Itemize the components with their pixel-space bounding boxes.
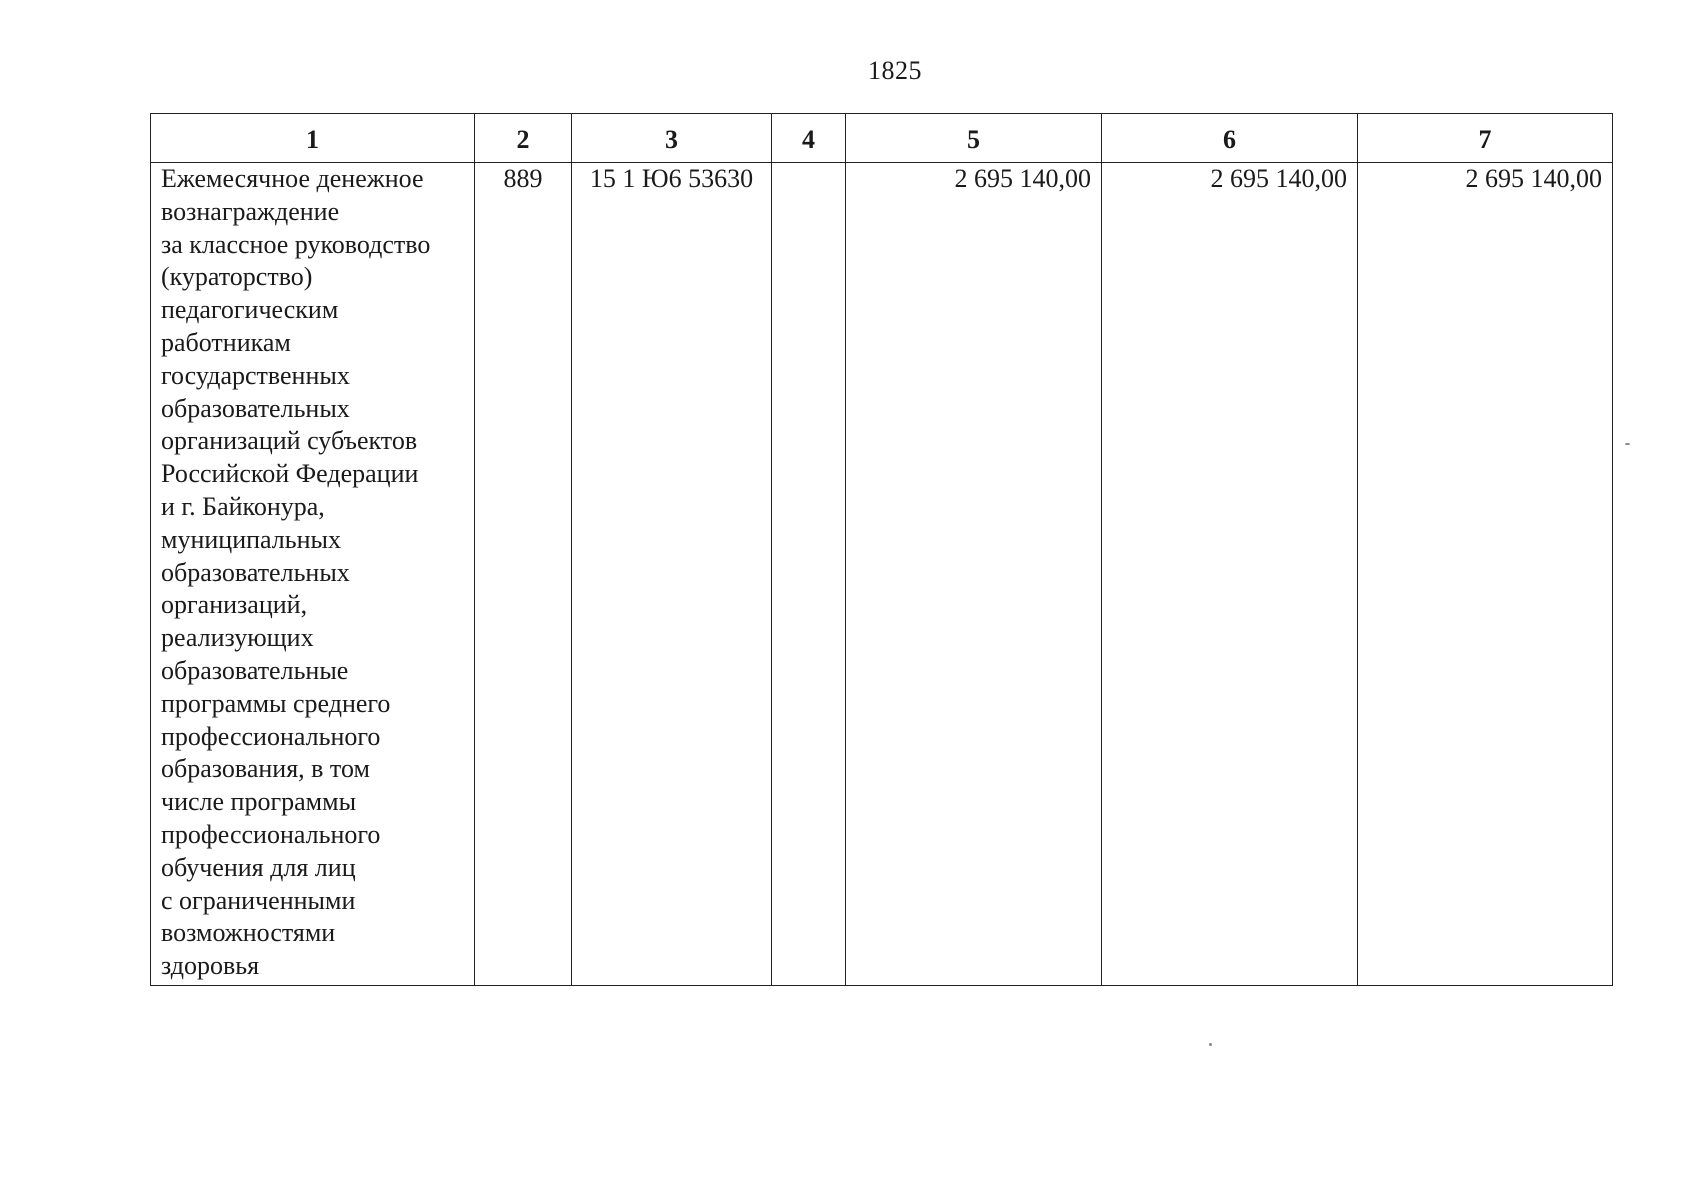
description-line: возможностями [161,918,336,948]
row-code-type [772,163,846,986]
budget-table [150,113,1613,986]
description-line: вознаграждение [161,196,340,226]
description-line: здоровья [161,951,260,981]
header-col-1: 1 [151,114,475,163]
description-line: за классное руководство [161,229,431,259]
description-line: педагогическим [161,295,339,325]
table-row [151,163,1613,986]
description-line: образования, в том [161,754,370,784]
description-line: и г. Байконура, [161,491,325,521]
description-line: (кураторство) [161,262,313,292]
header-col-5: 5 [846,114,1102,163]
description-line: образовательных [161,557,350,587]
header-col-6: 6 [1102,114,1358,163]
row-amount-col6: 2 695 140,00 [1102,163,1358,986]
header-col-3: 3 [572,114,772,163]
description-line: Ежемесячное денежное [161,164,424,193]
header-col-7: 7 [1358,114,1613,163]
table-header [151,114,1613,163]
description-line: Российской Федерации [161,459,419,489]
description-line: организаций, [161,590,308,620]
description-line: организаций субъектов [161,426,418,456]
row-description [151,163,475,986]
row-code-target: 15 1 Ю6 53630 [572,163,772,986]
scan-speck [1209,1043,1212,1046]
description-line: муниципальных [161,524,342,554]
description-line: профессионального [161,721,381,751]
description-line: числе программы [161,787,357,817]
description-line: реализующих [161,623,314,653]
description-line: обучения для лиц [161,852,356,882]
page-number: 1825 [868,56,922,85]
table-body [151,163,1613,986]
description-line: работникам [161,327,291,357]
header-col-4: 4 [772,114,846,163]
row-code-main: 889 [475,163,572,986]
description-line: образовательные [161,655,349,685]
header-col-2: 2 [475,114,572,163]
description-line: с ограниченными [161,885,356,915]
description-line: образовательных [161,393,350,423]
description-line: государственных [161,360,350,390]
scan-speck [1625,443,1630,445]
header-row [151,114,1613,163]
row-amount-col7: 2 695 140,00 [1358,163,1613,986]
description-line: программы среднего [161,688,391,718]
row-amount-col5: 2 695 140,00 [846,163,1102,986]
description-line: профессионального [161,819,381,849]
